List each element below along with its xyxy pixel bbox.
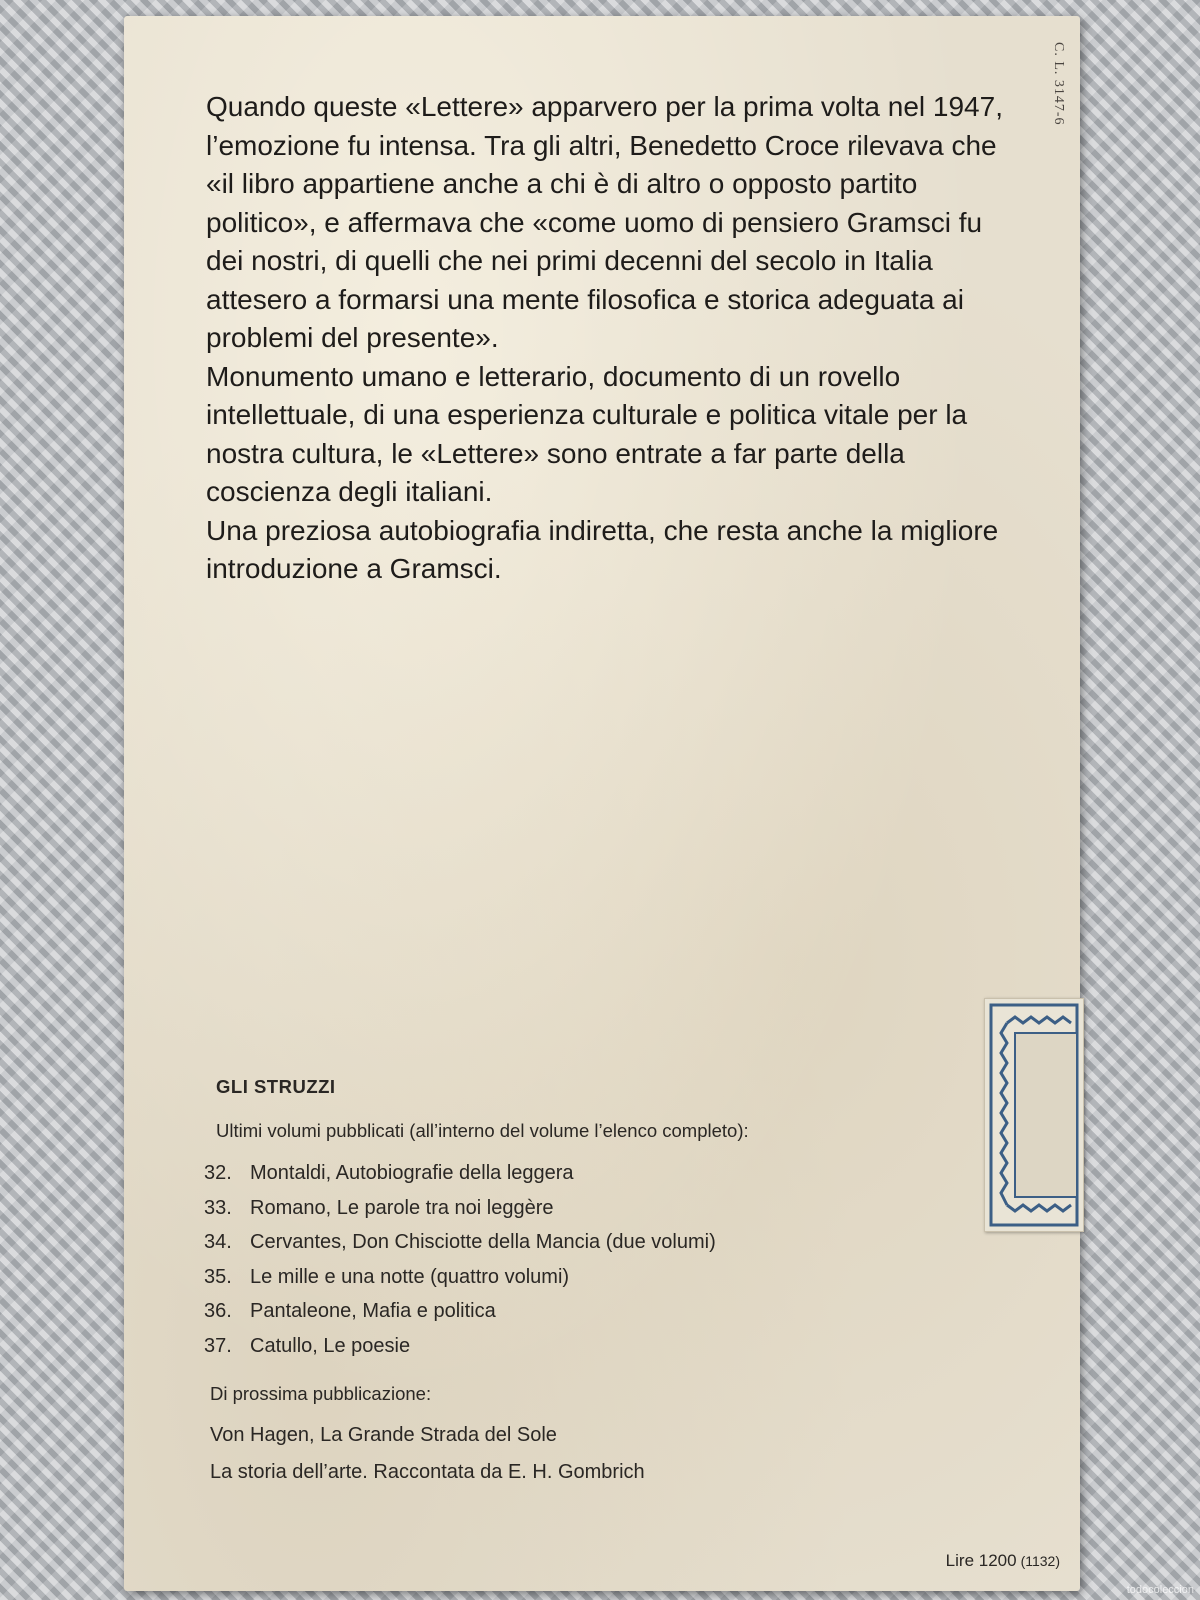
volume-number: 33. xyxy=(204,1196,232,1219)
blurb-paragraph: Quando queste «Lettere» apparvero per la prima volta nel 1947, l’emozione fu intensa. Tra gli altri, Benedetto Croce rilevava che «il libro appartiene anche a chi è di altro o opposto partito politico», e affermava che «come uomo di pensiero Gramsci fu dei nostri, di quelli che nei primi decenni del secolo in Italia attesero a formarsi una mente filosofica e storica adeguata ai problemi del presente». xyxy=(206,91,1003,353)
list-item xyxy=(204,1191,976,1226)
upcoming-item: Von Hagen, La Grande Strada del Sole xyxy=(210,1424,557,1446)
volume-number: 37. xyxy=(204,1334,232,1357)
volume-title: Montaldi, Autobiografie della leggera xyxy=(250,1162,574,1184)
book-back-cover xyxy=(124,16,1080,1591)
volume-list xyxy=(204,1156,976,1363)
upcoming-list xyxy=(210,1417,976,1491)
volume-number: 34. xyxy=(204,1231,232,1253)
list-item xyxy=(204,1260,976,1295)
blurb-text xyxy=(206,88,1026,589)
catalog-code: C. L. 3147-6 xyxy=(1051,42,1066,126)
postage-stamp-icon xyxy=(984,998,1084,1232)
volume-number: 36. xyxy=(204,1300,232,1322)
blurb-paragraph: Una preziosa autobiografia indiretta, che resta anche la migliore introduzione a Gramsci. xyxy=(206,514,999,584)
upcoming-item: La storia dell’arte. Raccontata da E. H. Gombrich xyxy=(210,1461,645,1483)
list-item xyxy=(204,1225,976,1260)
price xyxy=(946,1551,1060,1571)
watermark: todocoleccion xyxy=(1126,1584,1194,1596)
blurb-paragraph: Monumento umano e letterario, documento di un rovello intellettuale, di una esperienza culturale e politica vitale per la nostra cultura, le «Lettere» sono entrate a far parte della coscienza degli italiani. xyxy=(206,360,968,507)
volume-title: Cervantes, Don Chisciotte della Mancia (due volumi) xyxy=(250,1231,716,1253)
upcoming-intro: Di prossima pubblicazione: xyxy=(210,1383,432,1404)
list-item xyxy=(204,1294,976,1329)
price-code: (1132) xyxy=(1020,1553,1060,1569)
volume-title: Le mille e una notte (quattro volumi) xyxy=(250,1265,570,1288)
list-item xyxy=(204,1156,976,1191)
volume-number: 35. xyxy=(204,1265,232,1288)
volume-number: 32. xyxy=(204,1162,232,1184)
series-title: GLI STRUZZI xyxy=(216,1076,336,1097)
series-intro: Ultimi volumi pubblicati (all’interno del volume l’elenco completo): xyxy=(216,1120,749,1141)
series-section xyxy=(204,1076,976,1491)
volume-title: Pantaleone, Mafia e politica xyxy=(250,1300,496,1322)
list-item xyxy=(204,1329,976,1364)
volume-title: Catullo, Le poesie xyxy=(250,1334,411,1357)
volume-title: Romano, Le parole tra noi leggère xyxy=(250,1196,554,1219)
price-label: Lire 1200 xyxy=(945,1551,1017,1570)
